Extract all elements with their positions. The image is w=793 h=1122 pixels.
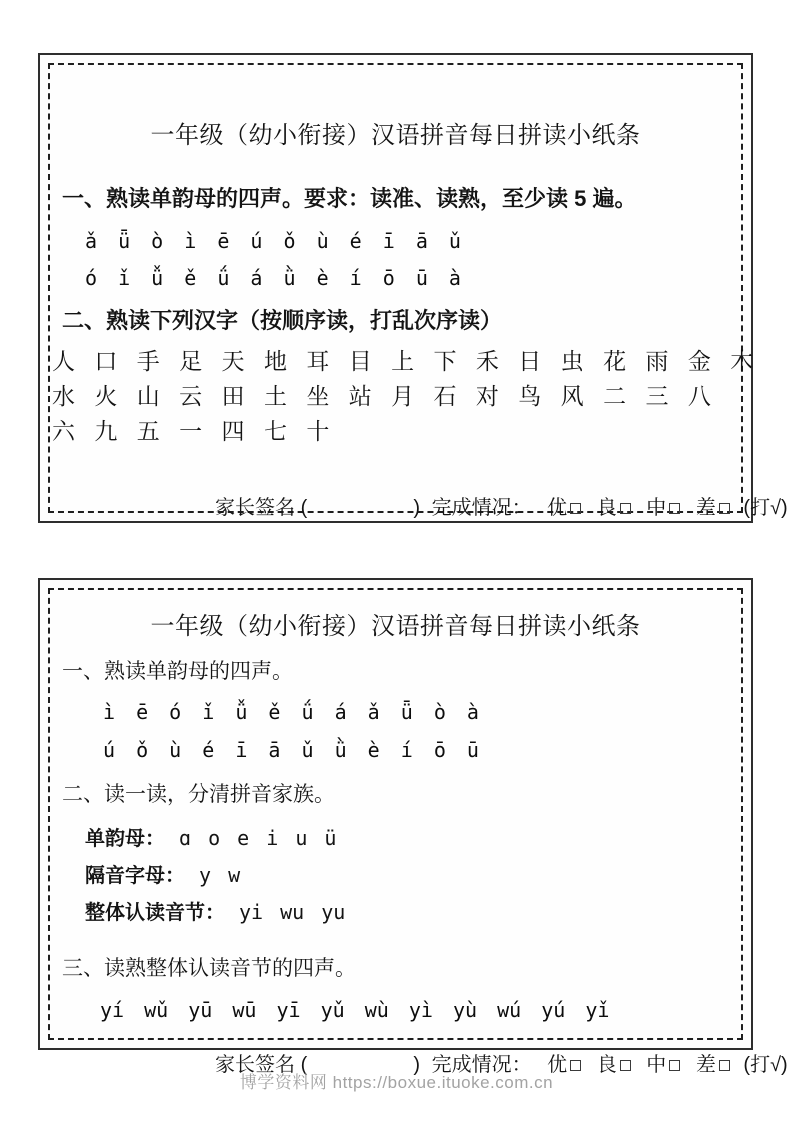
checkbox-icon: [669, 503, 680, 514]
option-label: 差: [695, 1054, 716, 1076]
option-label: 良: [596, 497, 617, 519]
signature-label: 家长签名: [215, 1054, 295, 1076]
card-2-section-2-heading: 二、读一读，分清拼音家族。: [62, 783, 335, 806]
card-1-title: 一年级（幼小衔接）汉语拼音每日拼读小纸条: [150, 122, 641, 149]
hanzi-character-grid: [52, 344, 754, 449]
option-label: 优: [547, 497, 568, 519]
site-watermark: 博学资料网 https://boxue.ituoke.com.cn: [239, 1073, 554, 1092]
card-2-pinyin-row-2: ú ǒ ù é ī ā ǔ ǜ è í ō ū: [103, 738, 479, 762]
checkbox-icon: [570, 503, 581, 514]
checkbox-icon: [719, 503, 730, 514]
tick-hint: (打√): [743, 497, 788, 519]
status-option-excellent: [547, 497, 581, 519]
family-label: 单韵母：: [85, 828, 165, 850]
open-paren: (: [300, 497, 308, 519]
family-label: 整体认读音节：: [85, 902, 225, 924]
card-2-title: 一年级（幼小衔接）汉语拼音每日拼读小纸条: [150, 613, 641, 640]
pinyin-family-list: [85, 821, 729, 932]
card-1-pinyin-row-2: ó ǐ ǚ ě ǘ á ǜ è í ō ū à: [85, 266, 461, 290]
checkbox-icon: [620, 503, 631, 514]
status-option-medium: [646, 497, 680, 519]
card-2-pinyin-row-3: yí wǔ yū wū yī yǔ wù yì yù wú yú yǐ: [100, 998, 610, 1022]
hanzi-row: 六 九 五 一 四 七 十: [52, 418, 330, 444]
hanzi-row: 水 火 山 云 田 土 坐 站 月 石 对 鸟 风 二 三 八: [52, 383, 711, 409]
tick-hint: (打√): [743, 1054, 788, 1076]
card-1-parent-signature-line: [215, 491, 788, 520]
card-2-dashed-frame: [48, 588, 788, 1076]
option-label: 差: [695, 497, 716, 519]
option-label: 良: [596, 1054, 617, 1076]
worksheet-card-2: [38, 578, 788, 1076]
status-option-good: [597, 497, 631, 519]
family-row-simple-finals: [85, 821, 729, 858]
family-value: y w: [199, 863, 241, 887]
card-1-section-1-heading: 一、熟读单韵母的四声。要求：读准、读熟，至少读 5 遍。: [62, 186, 637, 211]
close-paren: ): [413, 1054, 421, 1076]
family-row-whole-syllables: [85, 895, 729, 932]
worksheet-card-1: [38, 53, 788, 523]
option-label: 优: [547, 1054, 568, 1076]
card-2-section-1-heading: 一、熟读单韵母的四声。: [62, 660, 293, 683]
card-1-pinyin-row-1: ǎ ǖ ò ì ē ú ǒ ù é ī ā ǔ: [85, 229, 461, 253]
hanzi-row: 人 口 手 足 天 地 耳 目 上 下 禾 日 虫 花 雨 金 木: [52, 348, 754, 374]
completion-status-label: 完成情况：: [431, 1054, 532, 1076]
family-row-separating-letters: [85, 858, 729, 895]
status-option-poor: [696, 497, 730, 519]
close-paren: ): [413, 497, 421, 519]
card-1-section-2-heading: 二、熟读下列汉字（按顺序读，打乱次序读）: [62, 308, 503, 333]
family-label: 隔音字母：: [85, 865, 185, 887]
family-value: yi wu yu: [239, 900, 346, 924]
open-paren: (: [300, 1054, 308, 1076]
completion-status-label: 完成情况：: [431, 497, 532, 519]
card-1-dashed-frame: [48, 63, 788, 519]
family-value: ɑ o e i u ü: [179, 826, 337, 850]
signature-label: 家长签名: [215, 497, 295, 519]
option-label: 中: [646, 497, 667, 519]
card-2-section-3-heading: 三、读熟整体认读音节的四声。: [62, 957, 356, 980]
card-2-pinyin-row-1: ì ē ó ǐ ǚ ě ǘ á ǎ ǖ ò à: [103, 700, 479, 724]
option-label: 中: [646, 1054, 667, 1076]
